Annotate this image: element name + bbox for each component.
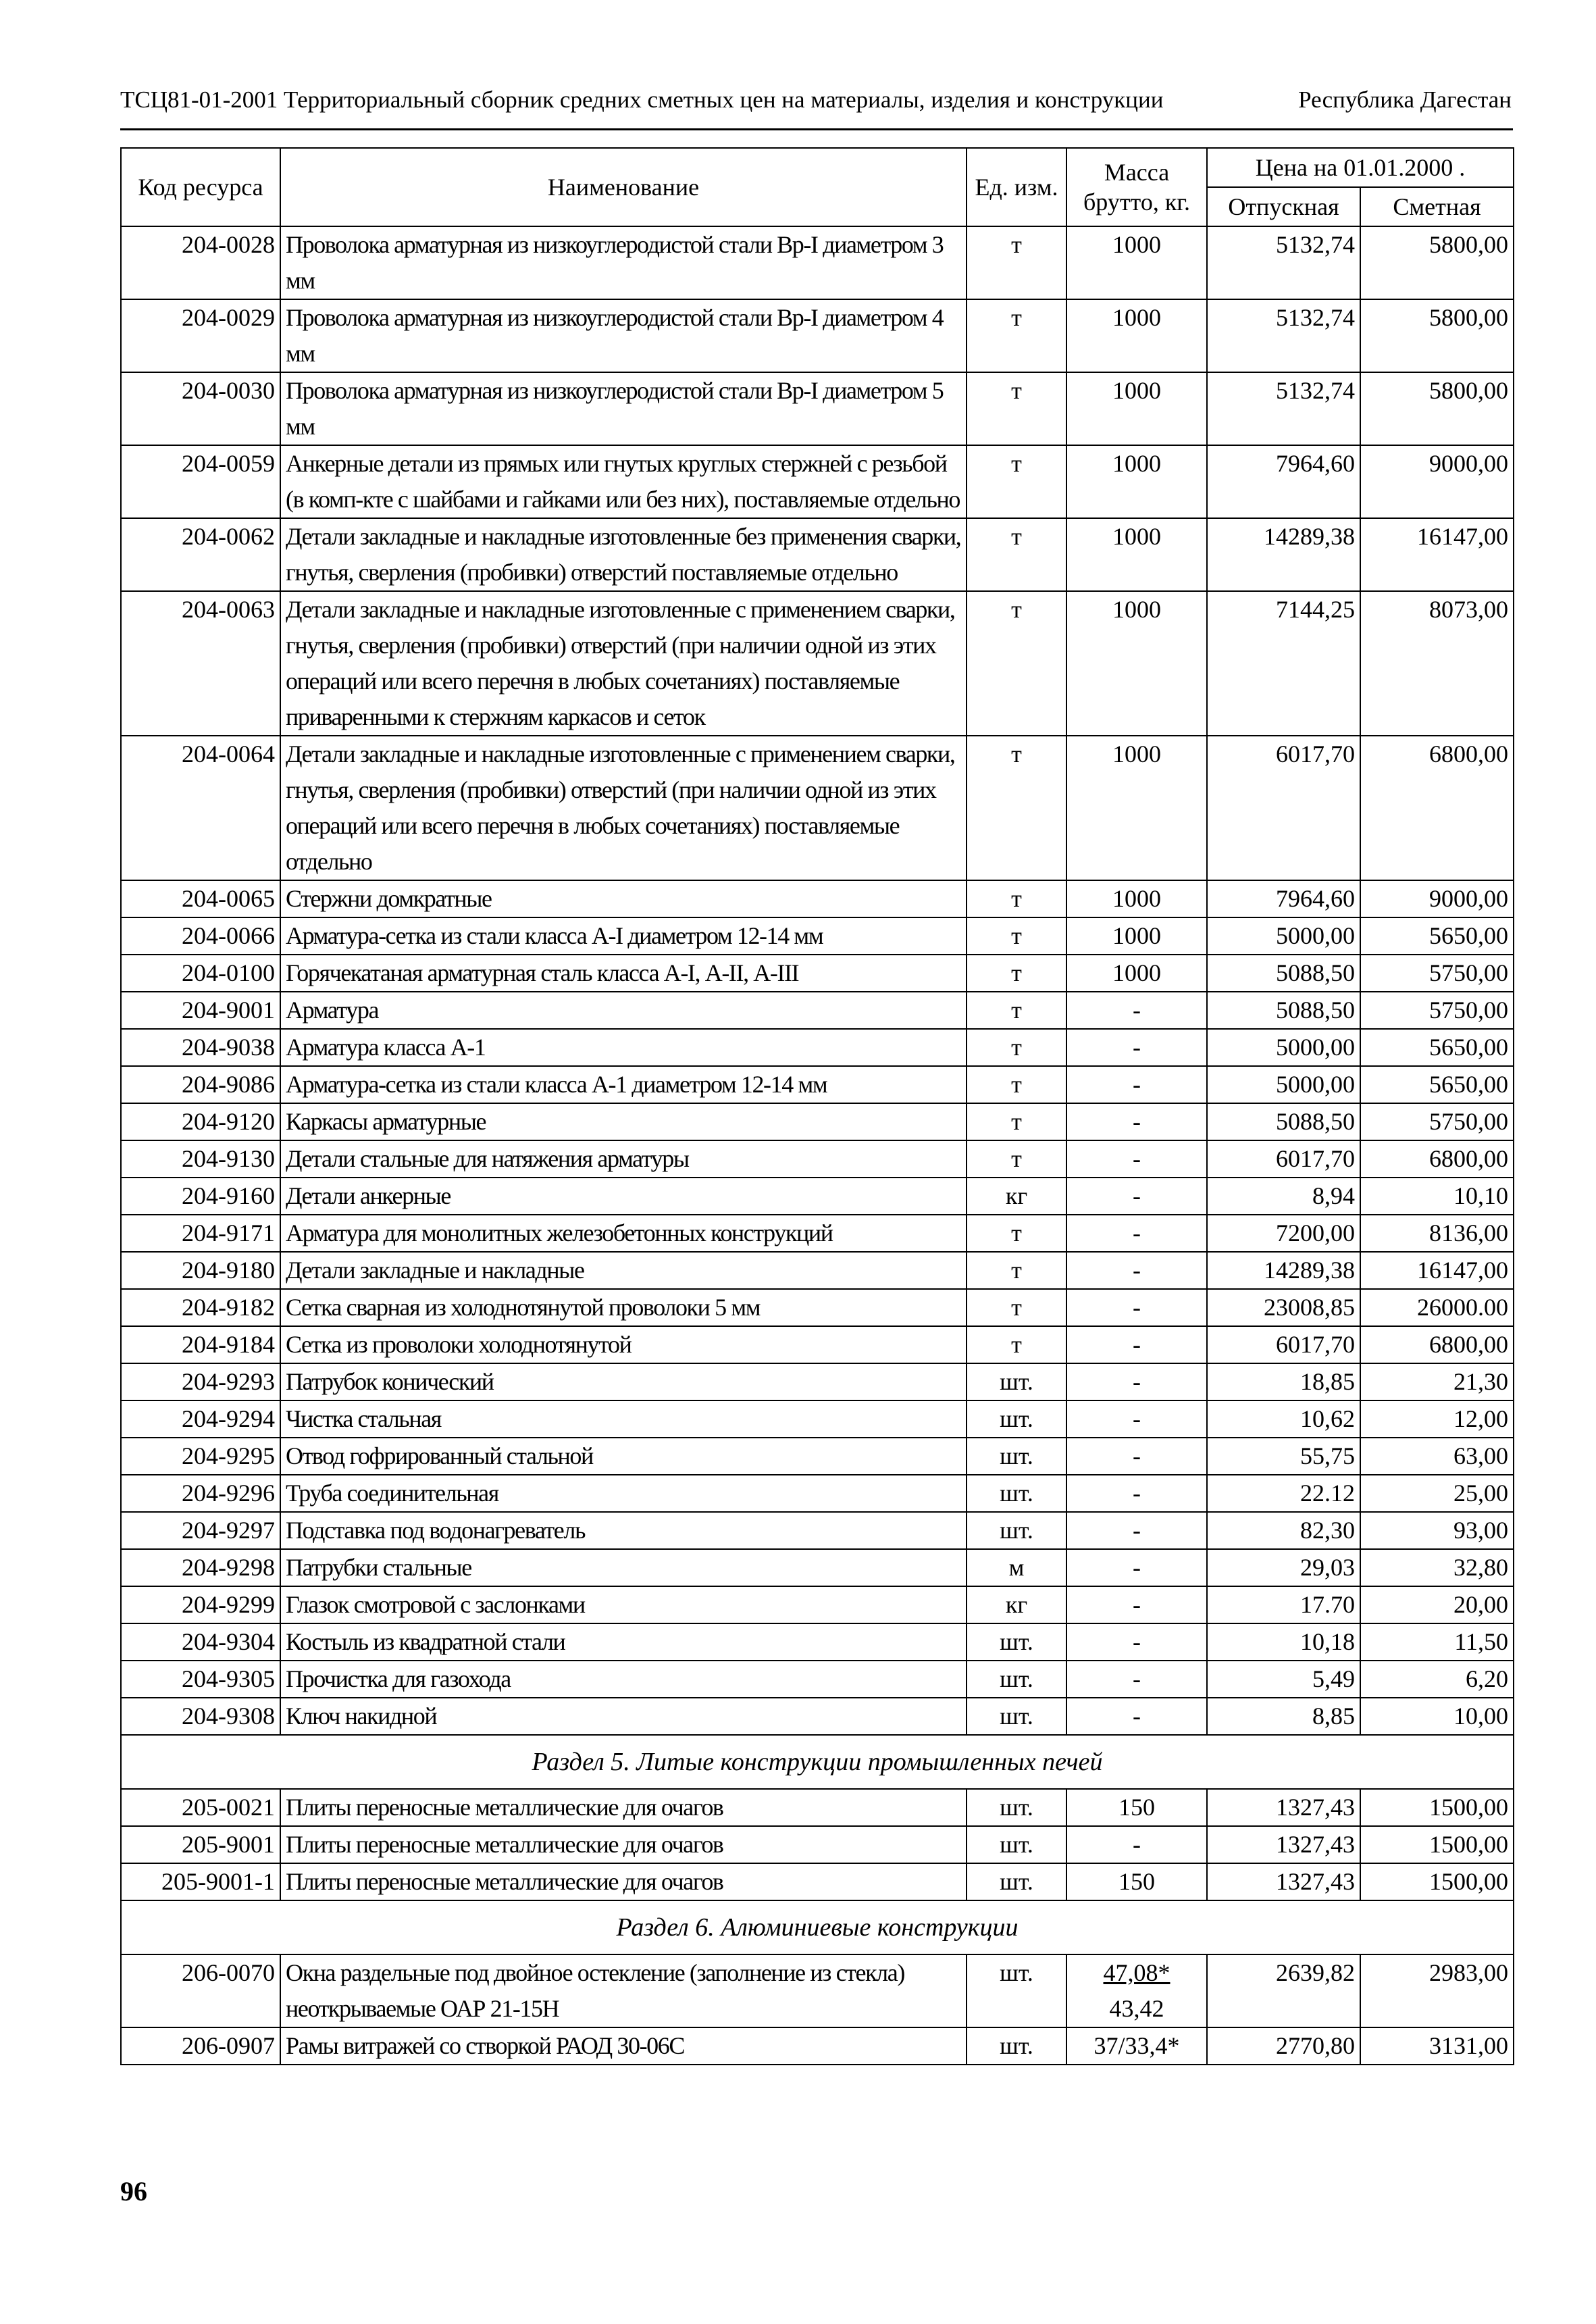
row-unit: шт. [967, 1826, 1066, 1863]
row-name: Каркасы арматурные [280, 1103, 967, 1140]
row-name: Арматура-сетка из стали класса А-1 диаметром 12-14 мм [280, 1066, 967, 1103]
row-code: 204-9130 [121, 1140, 280, 1178]
row-unit: шт. [967, 1623, 1066, 1661]
row-mass: 1000 [1066, 917, 1207, 955]
row-release-price: 8,85 [1207, 1698, 1360, 1735]
table-row [121, 299, 1514, 372]
row-name: Сетка сварная из холоднотянутой проволоки 5 мм [280, 1289, 967, 1326]
row-estimate-price: 25,00 [1360, 1475, 1514, 1512]
row-mass: - [1066, 992, 1207, 1029]
row-code: 205-9001-1 [121, 1863, 280, 1900]
row-code: 204-0063 [121, 591, 280, 736]
row-release-price: 29,03 [1207, 1549, 1360, 1586]
row-release-price: 6017,70 [1207, 1326, 1360, 1363]
row-estimate-price: 1500,00 [1360, 1789, 1514, 1826]
table-row [121, 1178, 1514, 1215]
row-code: 204-0065 [121, 880, 280, 917]
row-release-price: 23008,85 [1207, 1289, 1360, 1326]
row-release-price: 22.12 [1207, 1475, 1360, 1512]
row-estimate-price: 9000,00 [1360, 880, 1514, 917]
row-name: Стержни домкратные [280, 880, 967, 917]
row-mass: - [1066, 1178, 1207, 1215]
row-release-price: 5000,00 [1207, 1029, 1360, 1066]
row-code: 204-9086 [121, 1066, 280, 1103]
row-release-price: 5000,00 [1207, 917, 1360, 955]
row-name: Чистка стальная [280, 1400, 967, 1438]
table-row [121, 1438, 1514, 1475]
row-unit: т [967, 299, 1066, 372]
row-name: Рамы витражей со створкой РАОД 30-06С [280, 2027, 967, 2065]
row-code: 206-0070 [121, 1954, 280, 2027]
row-unit: т [967, 917, 1066, 955]
row-code: 204-9304 [121, 1623, 280, 1661]
row-name: Детали закладные и накладные изготовленные с применением сварки, гнутья, сверления (пробивки) отверстий (при наличии одной из этих операций или всего перечня в любых сочетаниях) поставляемые приваренными к стержням каркасов и сеток [280, 591, 967, 736]
row-release-price: 5,49 [1207, 1661, 1360, 1698]
row-name: Плиты переносные металлические для очагов [280, 1789, 967, 1826]
row-release-price: 8,94 [1207, 1178, 1360, 1215]
table-row [121, 1252, 1514, 1289]
table-row [121, 1215, 1514, 1252]
row-release-price: 5132,74 [1207, 299, 1360, 372]
row-mass: - [1066, 1289, 1207, 1326]
row-mass [1066, 1954, 1207, 2027]
section-row [121, 1735, 1514, 1789]
table-row [121, 1066, 1514, 1103]
table-row [121, 518, 1514, 591]
row-code: 204-9293 [121, 1363, 280, 1400]
row-release-price: 10,18 [1207, 1623, 1360, 1661]
row-code: 204-9299 [121, 1586, 280, 1623]
row-unit: т [967, 1326, 1066, 1363]
row-name: Окна раздельные под двойное остекление (заполнение из стекла) неоткрываемые ОАР 21-15Н [280, 1954, 967, 2027]
row-code: 204-0029 [121, 299, 280, 372]
row-mass: 1000 [1066, 955, 1207, 992]
row-estimate-price: 2983,00 [1360, 1954, 1514, 2027]
row-mass: - [1066, 1103, 1207, 1140]
table-body-section6-title [121, 1900, 1514, 1954]
row-code: 204-9297 [121, 1512, 280, 1549]
col-header-mass: Масса брутто, кг. [1066, 148, 1207, 226]
row-mass: - [1066, 1438, 1207, 1475]
row-estimate-price: 5800,00 [1360, 226, 1514, 299]
row-code: 204-9171 [121, 1215, 280, 1252]
row-code: 206-0907 [121, 2027, 280, 2065]
row-estimate-price: 5650,00 [1360, 1066, 1514, 1103]
row-unit: т [967, 1140, 1066, 1178]
row-estimate-price: 26000.00 [1360, 1289, 1514, 1326]
row-code: 204-9180 [121, 1252, 280, 1289]
row-code: 204-0059 [121, 445, 280, 518]
row-code: 204-9295 [121, 1438, 280, 1475]
row-release-price: 7200,00 [1207, 1215, 1360, 1252]
table-row [121, 1140, 1514, 1178]
row-name: Детали закладные и накладные изготовленные с применением сварки, гнутья, сверления (пробивки) отверстий (при наличии одной из этих операций или всего перечня в любых сочетаниях) поставляемые отдельно [280, 736, 967, 880]
table-row [121, 445, 1514, 518]
row-estimate-price: 5800,00 [1360, 299, 1514, 372]
table-row [121, 1475, 1514, 1512]
row-release-price: 14289,38 [1207, 1252, 1360, 1289]
row-name: Детали закладные и накладные изготовленные без применения сварки, гнутья, сверления (пробивки) отверстий поставляемые отдельно [280, 518, 967, 591]
row-unit: т [967, 1289, 1066, 1326]
row-unit: кг [967, 1178, 1066, 1215]
row-name: Проволока арматурная из низкоуглеродистой стали Вр-I диаметром 3 мм [280, 226, 967, 299]
row-release-price: 1327,43 [1207, 1789, 1360, 1826]
row-mass: 1000 [1066, 880, 1207, 917]
row-name: Глазок смотровой с заслонками [280, 1586, 967, 1623]
col-header-price-group: Цена на 01.01.2000 . [1207, 148, 1514, 187]
row-unit: т [967, 1252, 1066, 1289]
table-row [121, 2027, 1514, 2065]
row-estimate-price: 5750,00 [1360, 1103, 1514, 1140]
row-code: 204-9038 [121, 1029, 280, 1066]
row-mass: - [1066, 1826, 1207, 1863]
row-code: 204-9308 [121, 1698, 280, 1735]
table-row [121, 992, 1514, 1029]
row-code: 204-9305 [121, 1661, 280, 1698]
row-code: 204-0100 [121, 955, 280, 992]
row-mass: - [1066, 1586, 1207, 1623]
col-header-name: Наименование [280, 148, 967, 226]
section-5-title: Раздел 5. Литые конструкции промышленных печей [121, 1735, 1514, 1789]
table-row [121, 1029, 1514, 1066]
row-unit: т [967, 372, 1066, 445]
row-release-price: 5088,50 [1207, 1103, 1360, 1140]
section-row [121, 1900, 1514, 1954]
row-mass: 150 [1066, 1863, 1207, 1900]
table-row [121, 1326, 1514, 1363]
row-estimate-price: 12,00 [1360, 1400, 1514, 1438]
row-estimate-price: 16147,00 [1360, 1252, 1514, 1289]
row-name: Проволока арматурная из низкоуглеродистой стали Вр-I диаметром 5 мм [280, 372, 967, 445]
table-body-section6 [121, 1954, 1514, 2065]
row-unit: шт. [967, 1698, 1066, 1735]
row-unit: т [967, 1029, 1066, 1066]
mass-top-value: 47,08* [1103, 1959, 1170, 1986]
row-name: Арматура для монолитных железобетонных конструкций [280, 1215, 967, 1252]
table-row [121, 226, 1514, 299]
row-mass: 1000 [1066, 226, 1207, 299]
page-number: 96 [120, 2176, 147, 2206]
row-release-price: 5088,50 [1207, 992, 1360, 1029]
row-code: 204-0030 [121, 372, 280, 445]
row-release-price: 2770,80 [1207, 2027, 1360, 2065]
table-body-section4 [121, 226, 1514, 1735]
header-rule [120, 128, 1513, 130]
row-release-price: 1327,43 [1207, 1863, 1360, 1900]
row-name: Ключ накидной [280, 1698, 967, 1735]
collection-title: ТСЦ81-01-2001 Территориальный сборник средних сметных цен на материалы, изделия и конструкции [120, 86, 1164, 113]
table-row [121, 1623, 1514, 1661]
row-unit: т [967, 226, 1066, 299]
row-mass: - [1066, 1029, 1207, 1066]
row-release-price: 5132,74 [1207, 226, 1360, 299]
row-code: 205-0021 [121, 1789, 280, 1826]
row-release-price: 1327,43 [1207, 1826, 1360, 1863]
row-code: 204-9120 [121, 1103, 280, 1140]
row-release-price: 10,62 [1207, 1400, 1360, 1438]
row-estimate-price: 6800,00 [1360, 1326, 1514, 1363]
row-mass: - [1066, 1698, 1207, 1735]
col-header-unit: Ед. изм. [967, 148, 1066, 226]
col-header-code: Код ресурса [121, 148, 280, 226]
row-code: 204-9184 [121, 1326, 280, 1363]
row-release-price: 18,85 [1207, 1363, 1360, 1400]
row-release-price: 2639,82 [1207, 1954, 1360, 2027]
row-name: Детали стальные для натяжения арматуры [280, 1140, 967, 1178]
row-code: 204-9160 [121, 1178, 280, 1215]
row-unit: т [967, 880, 1066, 917]
row-unit: т [967, 955, 1066, 992]
row-unit: шт. [967, 1400, 1066, 1438]
row-release-price: 5088,50 [1207, 955, 1360, 992]
row-unit: м [967, 1549, 1066, 1586]
row-mass: 1000 [1066, 372, 1207, 445]
col-header-release-price: Отпускная [1207, 187, 1360, 226]
row-code: 204-9296 [121, 1475, 280, 1512]
row-release-price: 6017,70 [1207, 1140, 1360, 1178]
row-estimate-price: 6,20 [1360, 1661, 1514, 1698]
table-row [121, 1661, 1514, 1698]
row-mass: - [1066, 1623, 1207, 1661]
row-release-price: 7144,25 [1207, 591, 1360, 736]
row-name: Арматура-сетка из стали класса А-I диаметром 12-14 мм [280, 917, 967, 955]
row-release-price: 7964,60 [1207, 445, 1360, 518]
row-release-price: 6017,70 [1207, 736, 1360, 880]
row-name: Детали анкерные [280, 1178, 967, 1215]
row-name: Труба соединительная [280, 1475, 967, 1512]
table-row [121, 1400, 1514, 1438]
row-mass: - [1066, 1140, 1207, 1178]
row-mass: 1000 [1066, 518, 1207, 591]
row-unit: т [967, 1215, 1066, 1252]
row-estimate-price: 63,00 [1360, 1438, 1514, 1475]
row-release-price: 5132,74 [1207, 372, 1360, 445]
table-body-section5-title [121, 1735, 1514, 1789]
row-name: Сетка из проволоки холоднотянутой [280, 1326, 967, 1363]
table-row [121, 372, 1514, 445]
row-estimate-price: 16147,00 [1360, 518, 1514, 591]
row-mass: - [1066, 1475, 1207, 1512]
row-unit: т [967, 1066, 1066, 1103]
mass-bottom-value: 43,42 [1109, 1995, 1164, 2022]
row-release-price: 17.70 [1207, 1586, 1360, 1623]
row-mass: 37/33,4* [1066, 2027, 1207, 2065]
row-mass: 1000 [1066, 299, 1207, 372]
row-unit: т [967, 736, 1066, 880]
row-name: Детали закладные и накладные [280, 1252, 967, 1289]
row-code: 204-0028 [121, 226, 280, 299]
table-row [121, 880, 1514, 917]
row-estimate-price: 8136,00 [1360, 1215, 1514, 1252]
row-estimate-price: 20,00 [1360, 1586, 1514, 1623]
row-name: Костыль из квадратной стали [280, 1623, 967, 1661]
row-estimate-price: 32,80 [1360, 1549, 1514, 1586]
row-mass: - [1066, 1252, 1207, 1289]
table-row [121, 1789, 1514, 1826]
row-unit: шт. [967, 1438, 1066, 1475]
row-unit: шт. [967, 1661, 1066, 1698]
row-estimate-price: 11,50 [1360, 1623, 1514, 1661]
table-row [121, 1586, 1514, 1623]
row-mass: - [1066, 1215, 1207, 1252]
row-unit: шт. [967, 1789, 1066, 1826]
row-unit: т [967, 591, 1066, 736]
col-header-estimate-price: Сметная [1360, 187, 1514, 226]
row-unit: шт. [967, 1363, 1066, 1400]
row-name: Горячекатаная арматурная сталь класса А-I, А-II, А-III [280, 955, 967, 992]
region-name: Республика Дагестан [1298, 86, 1512, 113]
row-code: 204-9182 [121, 1289, 280, 1326]
row-mass: 1000 [1066, 445, 1207, 518]
table-row [121, 1863, 1514, 1900]
row-estimate-price: 5650,00 [1360, 1029, 1514, 1066]
row-name: Подставка под водонагреватель [280, 1512, 967, 1549]
row-mass: - [1066, 1549, 1207, 1586]
row-mass: - [1066, 1512, 1207, 1549]
row-estimate-price: 5750,00 [1360, 955, 1514, 992]
row-code: 204-0062 [121, 518, 280, 591]
table-row [121, 736, 1514, 880]
row-estimate-price: 5650,00 [1360, 917, 1514, 955]
row-estimate-price: 6800,00 [1360, 1140, 1514, 1178]
row-estimate-price: 3131,00 [1360, 2027, 1514, 2065]
table-row [121, 591, 1514, 736]
table-row [121, 1698, 1514, 1735]
row-code: 204-0064 [121, 736, 280, 880]
row-name: Анкерные детали из прямых или гнутых круглых стержней с резьбой (в комп-кте с шайбами и гайками или без них), поставляемые отдельно [280, 445, 967, 518]
row-name: Арматура [280, 992, 967, 1029]
row-unit: т [967, 445, 1066, 518]
row-unit: шт. [967, 1863, 1066, 1900]
row-name: Арматура класса А-1 [280, 1029, 967, 1066]
row-code: 204-0066 [121, 917, 280, 955]
row-unit: т [967, 992, 1066, 1029]
row-name: Патрубок конический [280, 1363, 967, 1400]
row-unit: кг [967, 1586, 1066, 1623]
row-estimate-price: 6800,00 [1360, 736, 1514, 880]
row-mass: - [1066, 1363, 1207, 1400]
row-estimate-price: 1500,00 [1360, 1863, 1514, 1900]
row-estimate-price: 8073,00 [1360, 591, 1514, 736]
row-release-price: 7964,60 [1207, 880, 1360, 917]
row-release-price: 82,30 [1207, 1512, 1360, 1549]
table-row [121, 1289, 1514, 1326]
row-name: Патрубки стальные [280, 1549, 967, 1586]
row-mass: - [1066, 1400, 1207, 1438]
row-unit: т [967, 1103, 1066, 1140]
row-estimate-price: 9000,00 [1360, 445, 1514, 518]
row-unit: шт. [967, 1475, 1066, 1512]
table-row [121, 917, 1514, 955]
row-code: 204-9298 [121, 1549, 280, 1586]
row-estimate-price: 10,00 [1360, 1698, 1514, 1735]
table-row [121, 1549, 1514, 1586]
row-estimate-price: 21,30 [1360, 1363, 1514, 1400]
table-row [121, 955, 1514, 992]
row-unit: шт. [967, 1954, 1066, 2027]
row-unit: шт. [967, 2027, 1066, 2065]
row-name: Проволока арматурная из низкоуглеродистой стали Вр-I диаметром 4 мм [280, 299, 967, 372]
row-mass: 1000 [1066, 591, 1207, 736]
row-name: Прочистка для газохода [280, 1661, 967, 1698]
row-estimate-price: 1500,00 [1360, 1826, 1514, 1863]
row-estimate-price: 93,00 [1360, 1512, 1514, 1549]
section-6-title: Раздел 6. Алюминиевые конструкции [121, 1900, 1514, 1954]
table-body-section5 [121, 1789, 1514, 1900]
row-mass: - [1066, 1661, 1207, 1698]
row-mass: 150 [1066, 1789, 1207, 1826]
table-row [121, 1954, 1514, 2027]
row-code: 204-9001 [121, 992, 280, 1029]
row-code: 205-9001 [121, 1826, 280, 1863]
price-table [120, 147, 1514, 2065]
row-release-price: 5000,00 [1207, 1066, 1360, 1103]
row-estimate-price: 5800,00 [1360, 372, 1514, 445]
row-mass: - [1066, 1326, 1207, 1363]
row-mass: - [1066, 1066, 1207, 1103]
row-release-price: 55,75 [1207, 1438, 1360, 1475]
row-mass: 1000 [1066, 736, 1207, 880]
row-unit: шт. [967, 1512, 1066, 1549]
row-estimate-price: 5750,00 [1360, 992, 1514, 1029]
table-row [121, 1103, 1514, 1140]
row-name: Плиты переносные металлические для очагов [280, 1863, 967, 1900]
row-release-price: 14289,38 [1207, 518, 1360, 591]
table-row [121, 1512, 1514, 1549]
row-unit: т [967, 518, 1066, 591]
row-name: Плиты переносные металлические для очагов [280, 1826, 967, 1863]
row-estimate-price: 10,10 [1360, 1178, 1514, 1215]
table-row [121, 1826, 1514, 1863]
row-code: 204-9294 [121, 1400, 280, 1438]
row-name: Отвод гофрированный стальной [280, 1438, 967, 1475]
table-row [121, 1363, 1514, 1400]
